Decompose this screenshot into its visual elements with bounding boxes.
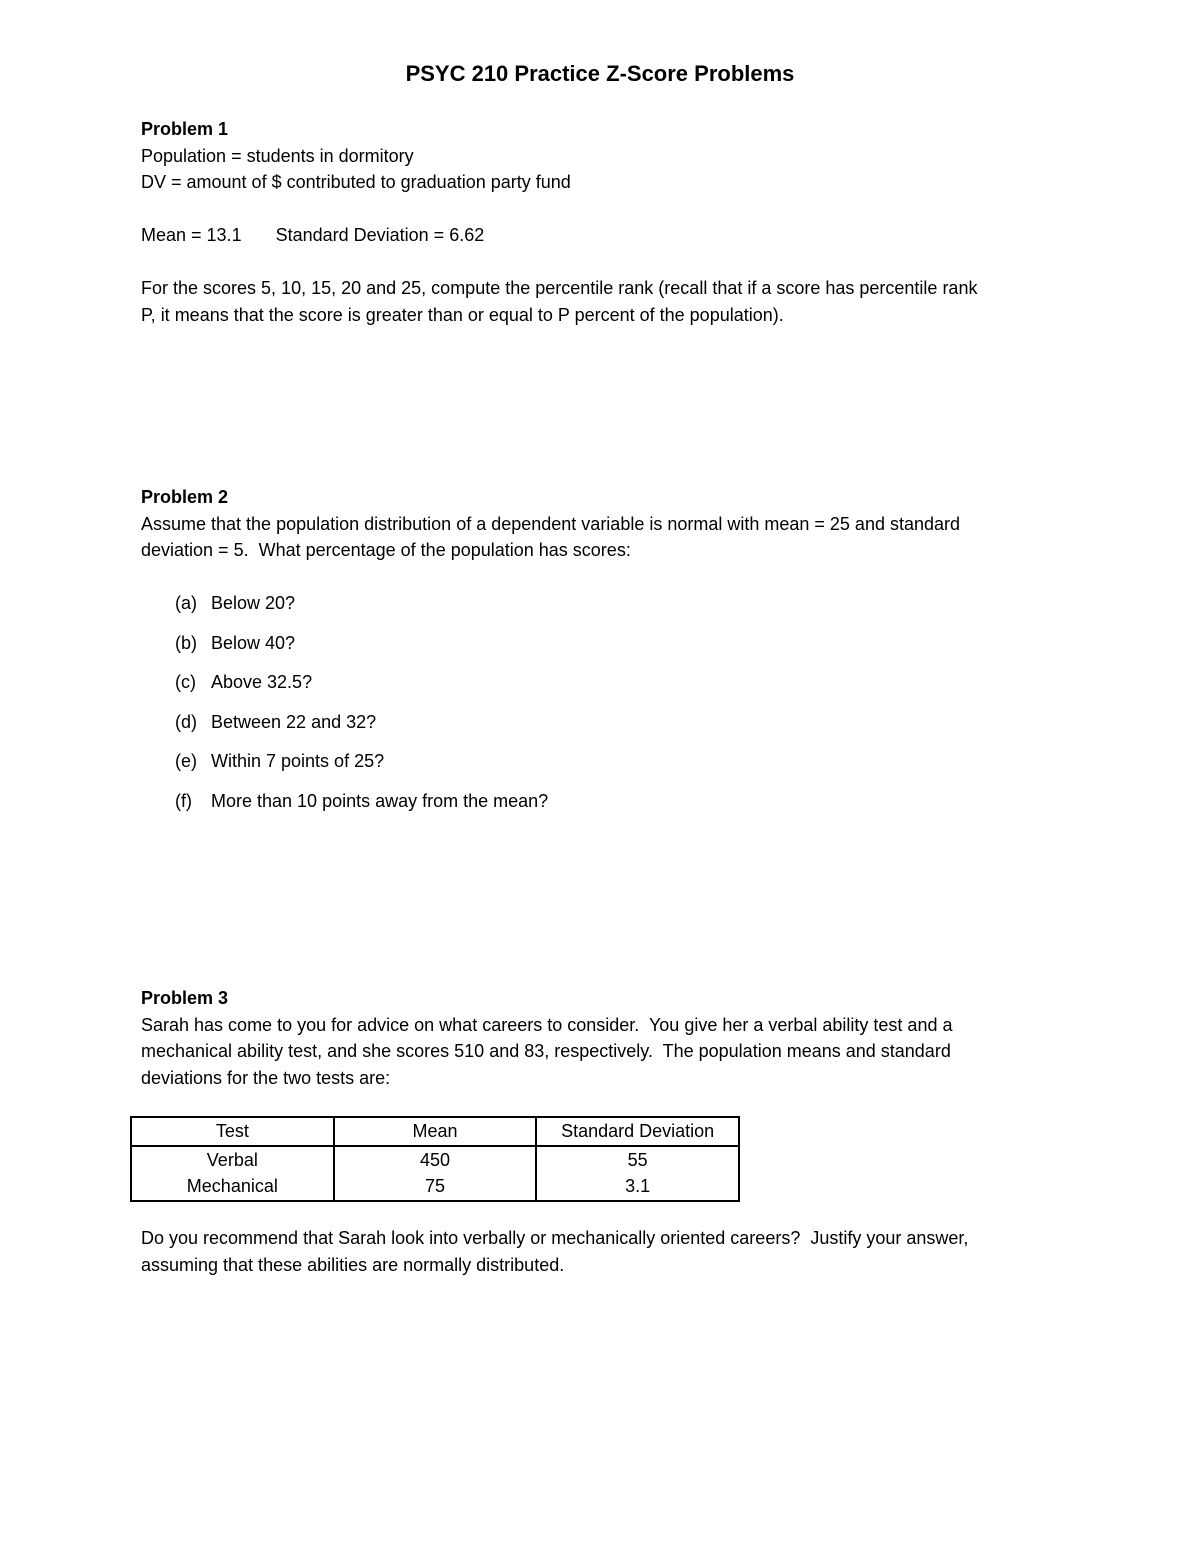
problem-1-population: Population = students in dormitory: [141, 145, 414, 166]
problem-1-stats: [141, 222, 1071, 249]
problem-1-sd: Standard Deviation = 6.62: [275, 225, 485, 245]
problem-3-heading: Problem 3: [141, 988, 229, 1008]
table-header-mean: Mean: [334, 1117, 537, 1146]
table-header-sd: Standard Deviation: [536, 1117, 739, 1146]
table-cell: 3.1: [536, 1173, 739, 1201]
problem-3: [141, 985, 1071, 1091]
problem-3-intro-line-2: mechanical ability test, and she scores 510 and 83, respectively. The population means and standard: [141, 1041, 951, 1061]
problem-3-intro-line-1: Sarah has come to you for advice on what careers to consider. You give her a verbal ability test and a: [141, 1014, 953, 1035]
table-cell: 75: [334, 1173, 537, 1201]
problem-1-dv: DV = amount of $ contributed to graduation party fund: [141, 172, 571, 192]
table-header-test: Test: [131, 1117, 334, 1146]
problem-1: [141, 116, 1071, 328]
test-scores-table: [130, 1116, 740, 1202]
option-f: (f) More than 10 points away from the mean?: [175, 790, 549, 811]
problem-3-question-line-1: Do you recommend that Sarah look into verbally or mechanically oriented careers? Justify your answer,: [141, 1228, 969, 1248]
problem-3-question: [141, 1225, 1071, 1278]
table-cell: 55: [536, 1146, 739, 1174]
table-row: [131, 1173, 739, 1201]
table-cell: Verbal: [131, 1146, 334, 1174]
problem-1-question-line-2: P, it means that the score is greater than or equal to P percent of the population).: [141, 304, 784, 325]
problem-2-options: [175, 590, 875, 828]
problem-1-question-line-1: For the scores 5, 10, 15, 20 and 25, compute the percentile rank (recall that if a score has percentile rank: [141, 278, 978, 298]
option-d: (d) Between 22 and 32?: [175, 711, 377, 732]
option-c: (c) Above 32.5?: [175, 672, 313, 693]
table-row: [131, 1146, 739, 1174]
problem-2-heading: Problem 2: [141, 487, 229, 507]
problem-1-mean: Mean = 13.1: [141, 225, 242, 245]
problem-3-question-line-2: assuming that these abilities are normally distributed.: [141, 1254, 565, 1275]
page-title: PSYC 210 Practice Z-Score Problems: [405, 61, 795, 86]
option-a: (a) Below 20?: [175, 593, 296, 613]
table-cell: Mechanical: [131, 1173, 334, 1201]
table-cell: 450: [334, 1146, 537, 1174]
problem-2-intro-line-2: deviation = 5. What percentage of the population has scores:: [141, 540, 631, 560]
option-b: (b) Below 40?: [175, 632, 296, 653]
problem-1-heading: Problem 1: [141, 119, 229, 139]
option-e: (e) Within 7 points of 25?: [175, 751, 385, 772]
table-header-row: [131, 1117, 739, 1146]
problem-2-intro-line-1: Assume that the population distribution of a dependent variable is normal with mean = 25 and standard: [141, 513, 961, 534]
problem-3-intro-line-3: deviations for the two tests are:: [141, 1067, 391, 1088]
problem-2: [141, 484, 1071, 564]
